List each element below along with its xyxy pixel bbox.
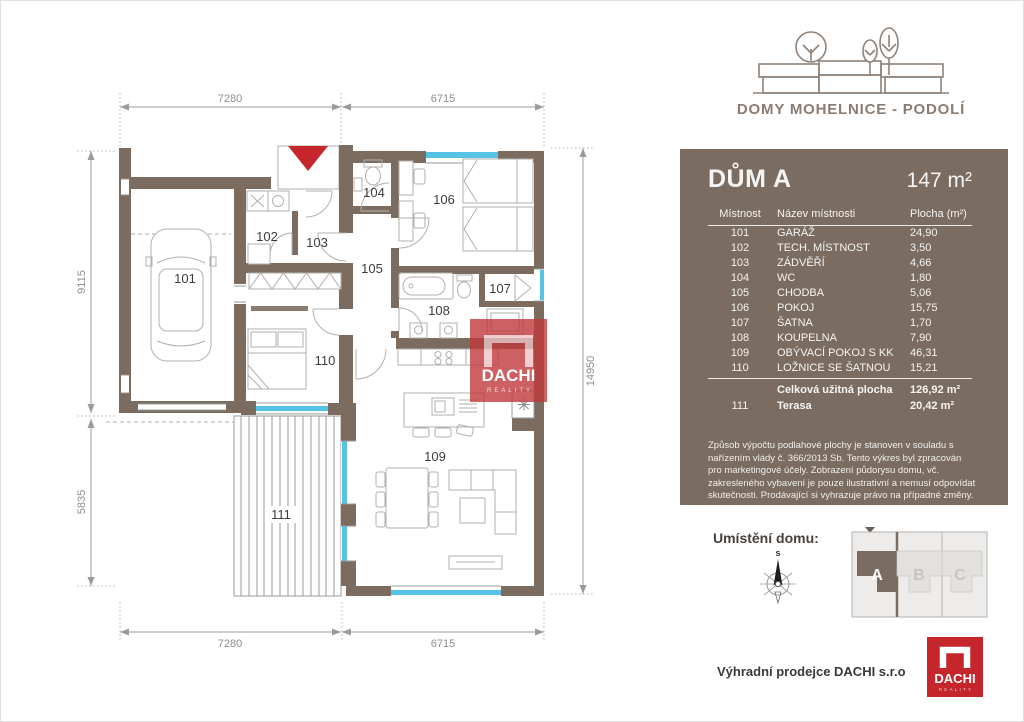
bedroom-110	[248, 273, 341, 389]
dim-bottom-right: 6715	[430, 638, 456, 650]
col-name: Název místnosti	[777, 208, 856, 220]
house-total-area: 147 m²	[906, 169, 972, 192]
room-label-107: 107	[489, 281, 511, 296]
total-row	[708, 382, 972, 398]
table-row: 105 CHODBA 5,06	[730, 287, 932, 299]
plot-a-label: A	[871, 567, 883, 584]
col-room: Místnost	[719, 208, 761, 220]
table-header	[708, 207, 972, 226]
room-label-110: 110	[314, 353, 336, 368]
dachi-logo-sub: REALITY	[938, 687, 974, 692]
plot-b-label: B	[913, 567, 925, 584]
col-area: Plocha (m²)	[910, 208, 967, 220]
room-label-101: 101	[174, 271, 196, 286]
table-row: 109 OBÝVACÍ POKOJ S KK 46,31	[730, 347, 938, 359]
room-label-106: 106	[433, 192, 455, 207]
table-row: 104 WC 1,80	[730, 272, 932, 284]
total-label: Celková užitná plocha	[777, 384, 893, 396]
total-value: 126,92 m²	[910, 384, 961, 396]
seller-text: Výhradní prodejce DACHI s.r.o	[717, 664, 906, 679]
compass-icon	[753, 546, 803, 608]
room-label-105: 105	[361, 261, 383, 276]
table-row: 110 LOŽNICE SE ŠATNOU 15,21	[731, 362, 938, 374]
house-name: DŮM A	[708, 165, 792, 193]
room-label-102: 102	[256, 229, 278, 244]
dim-top-right: 6715	[430, 93, 456, 105]
dim-left-upper: 9115	[76, 270, 88, 294]
brand-title: DOMY MOHELNICE - PODOLÍ	[736, 101, 966, 118]
room-label-108: 108	[428, 303, 450, 318]
table-row: 103 ZÁDVĚŘÍ 4,66	[730, 257, 932, 269]
plot-c-label: C	[954, 567, 966, 584]
brand-header	[691, 9, 1011, 139]
dim-left-lower: 5835	[76, 489, 88, 515]
sofa	[449, 470, 516, 534]
dim-top-left: 7280	[217, 93, 243, 105]
table-row: 106 POKOJ 15,75	[730, 302, 938, 314]
dachi-logo-brand: DACHI	[934, 671, 976, 686]
tv-stand	[449, 556, 502, 569]
wardrobe-107	[515, 275, 531, 301]
bedroom-106	[399, 159, 533, 251]
watermark-sub: REALITY	[486, 388, 534, 394]
table-separator	[708, 378, 972, 414]
room-table	[708, 207, 972, 414]
table-row: 101 GARÁŽ 24,90	[730, 227, 938, 239]
info-panel	[680, 149, 1008, 505]
dachi-logo	[927, 637, 983, 697]
table-row: 107 ŠATNA 1,70	[730, 317, 932, 329]
terrace-row: 111 Terasa 20,42 m²	[731, 400, 955, 412]
dim-right: 14950	[585, 355, 597, 387]
room-label-111: 111	[271, 507, 291, 522]
room-label-109: 109	[424, 449, 446, 464]
table-row: 108 KOUPELNA 7,90	[730, 332, 932, 344]
dining-table	[376, 468, 438, 528]
dachi-arch-icon	[943, 650, 967, 668]
location-label: Umístění domu:	[713, 530, 819, 546]
tech-room-appliances	[247, 191, 289, 264]
compass-north-label: s	[775, 548, 781, 558]
room-label-103: 103	[306, 235, 328, 250]
watermark-brand: DACHI	[481, 366, 536, 385]
disclaimer-text: Způsob výpočtu podlahové plochy je stanoven v souladu s nařízením vlády č. 366/2013 Sb. Tento výkres byl zpracován pro marketingové účely. Zobrazení půdorysu domu, vč. zakresleného vybavení je pouze ilustrativní a nemusí odpovídat skutečnosti. Prodávající si vyhrazuje právo na případné změny.	[708, 440, 976, 502]
room-label-104: 104	[363, 185, 385, 200]
car	[146, 229, 216, 361]
site-plan	[846, 524, 996, 624]
dim-bottom-left: 7280	[217, 638, 243, 650]
dachi-watermark	[470, 319, 547, 402]
houses-trees-icon	[691, 9, 1011, 99]
table-row: 102 TECH. MÍSTNOST 3,50	[730, 242, 932, 254]
